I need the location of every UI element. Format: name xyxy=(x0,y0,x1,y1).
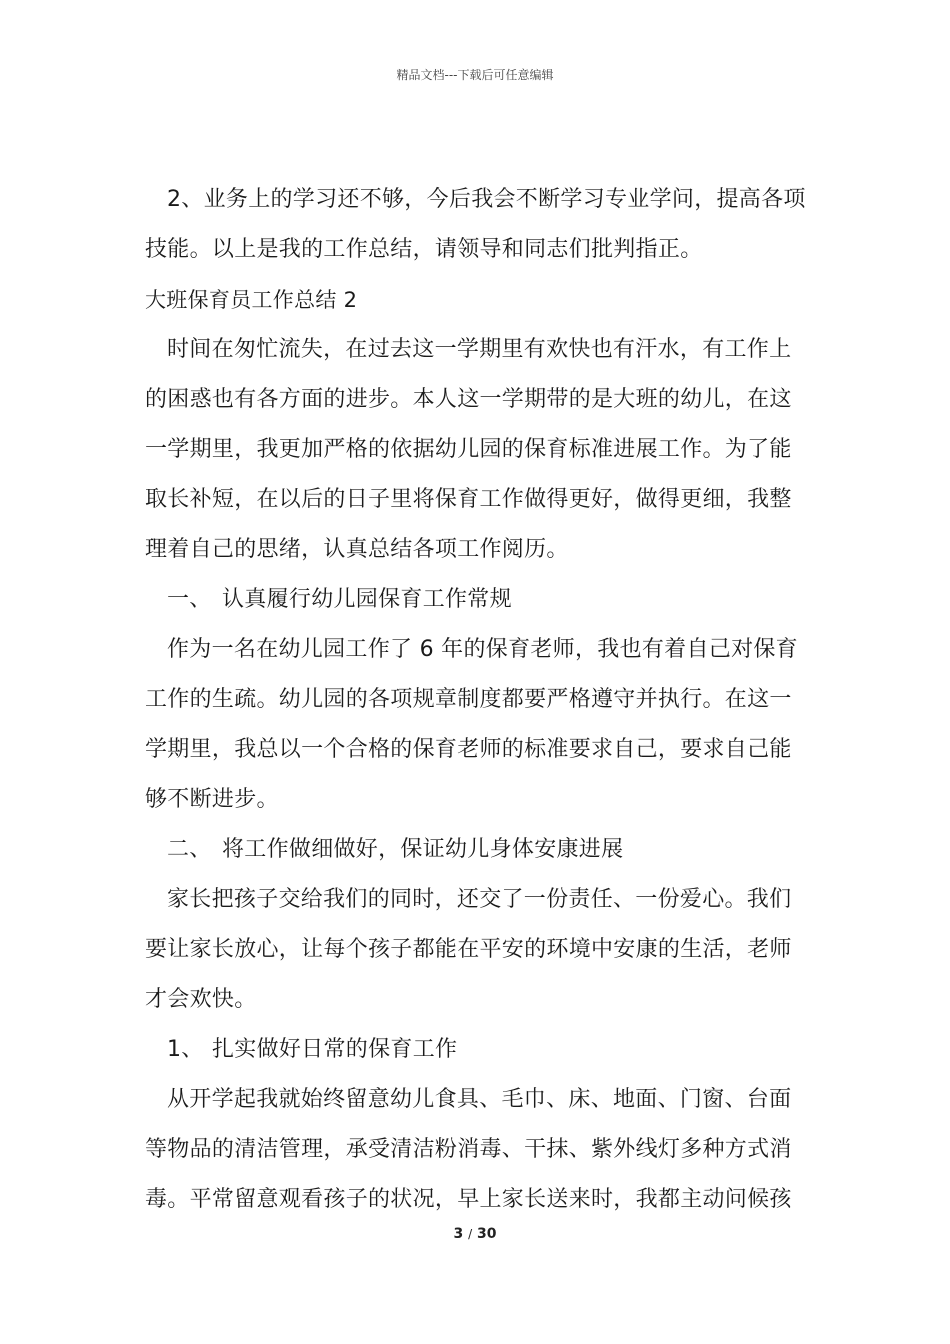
paragraph-line: 等物品的清洁管理，承受清洁粉消毒、干抹、紫外线灯多种方式消 xyxy=(145,1137,792,1162)
paragraph-line: 从开学起我就始终留意幼儿食具、毛巾、床、地面、门窗、台面 xyxy=(167,1087,792,1112)
subheading xyxy=(145,1025,810,1075)
page-number xyxy=(0,1226,950,1242)
paragraph-line: 毒。平常留意观看孩子的状况，早上家长送来时，我都主动问候孩 xyxy=(145,1187,792,1212)
subheading xyxy=(145,575,810,625)
paragraph-line: 作为一名在幼儿园工作了 6 年的保育老师，我也有着自己对保育 xyxy=(167,637,798,662)
page-header: 精品文档---下载后可任意编辑 xyxy=(396,68,554,82)
section-title: 大班保育员工作总结 2 xyxy=(145,288,358,312)
subheading-text: 将工作做细做好，保证幼儿身体安康进展 xyxy=(222,837,624,862)
paragraph-line: 技能。以上是我的工作总结，请领导和同志们批判指正。 xyxy=(145,237,703,262)
paragraph-line: 够不断进步。 xyxy=(145,787,279,812)
paragraph-line: 学期里，我总以一个合格的保育老师的标准要求自己，要求自己能 xyxy=(145,737,792,762)
document-body xyxy=(145,175,810,1225)
paragraph-line: 理着自己的思绪，认真总结各项工作阅历。 xyxy=(145,537,569,562)
paragraph-line: 要让家长放心，让每个孩子都能在平安的环境中安康的生活，老师 xyxy=(145,937,792,962)
paragraph-line: 的困惑也有各方面的进步。本人这一学期带的是大班的幼儿，在这 xyxy=(145,387,792,412)
subheading-number: 1、 xyxy=(167,1037,204,1062)
paragraph-line: 才会欢快。 xyxy=(145,987,257,1012)
subheading-text: 认真履行幼儿园保育工作常规 xyxy=(222,587,512,612)
subheading-number: 二、 xyxy=(167,837,212,862)
current-page: 3 xyxy=(453,1226,464,1242)
paragraph-line: 取长补短，在以后的日子里将保育工作做得更好，做得更细，我整 xyxy=(145,487,792,512)
paragraph-line: 家长把孩子交给我们的同时，还交了一份责任、一份爱心。我们 xyxy=(167,887,792,912)
subheading xyxy=(145,825,810,875)
subheading-text: 扎实做好日常的保育工作 xyxy=(212,1037,458,1062)
page-separator: / xyxy=(468,1227,473,1241)
paragraph-line: 工作的生疏。幼儿园的各项规章制度都要严格遵守并执行。在这一 xyxy=(145,687,792,712)
paragraph-line: 2、业务上的学习还不够，今后我会不断学习专业学问，提高各项 xyxy=(167,187,806,212)
paragraph-line: 时间在匆忙流失，在过去这一学期里有欢快也有汗水，有工作上 xyxy=(167,337,792,362)
subheading-number: 一、 xyxy=(167,587,212,612)
paragraph-line: 一学期里，我更加严格的依据幼儿园的保育标准进展工作。为了能 xyxy=(145,437,792,462)
total-pages: 30 xyxy=(477,1226,497,1242)
